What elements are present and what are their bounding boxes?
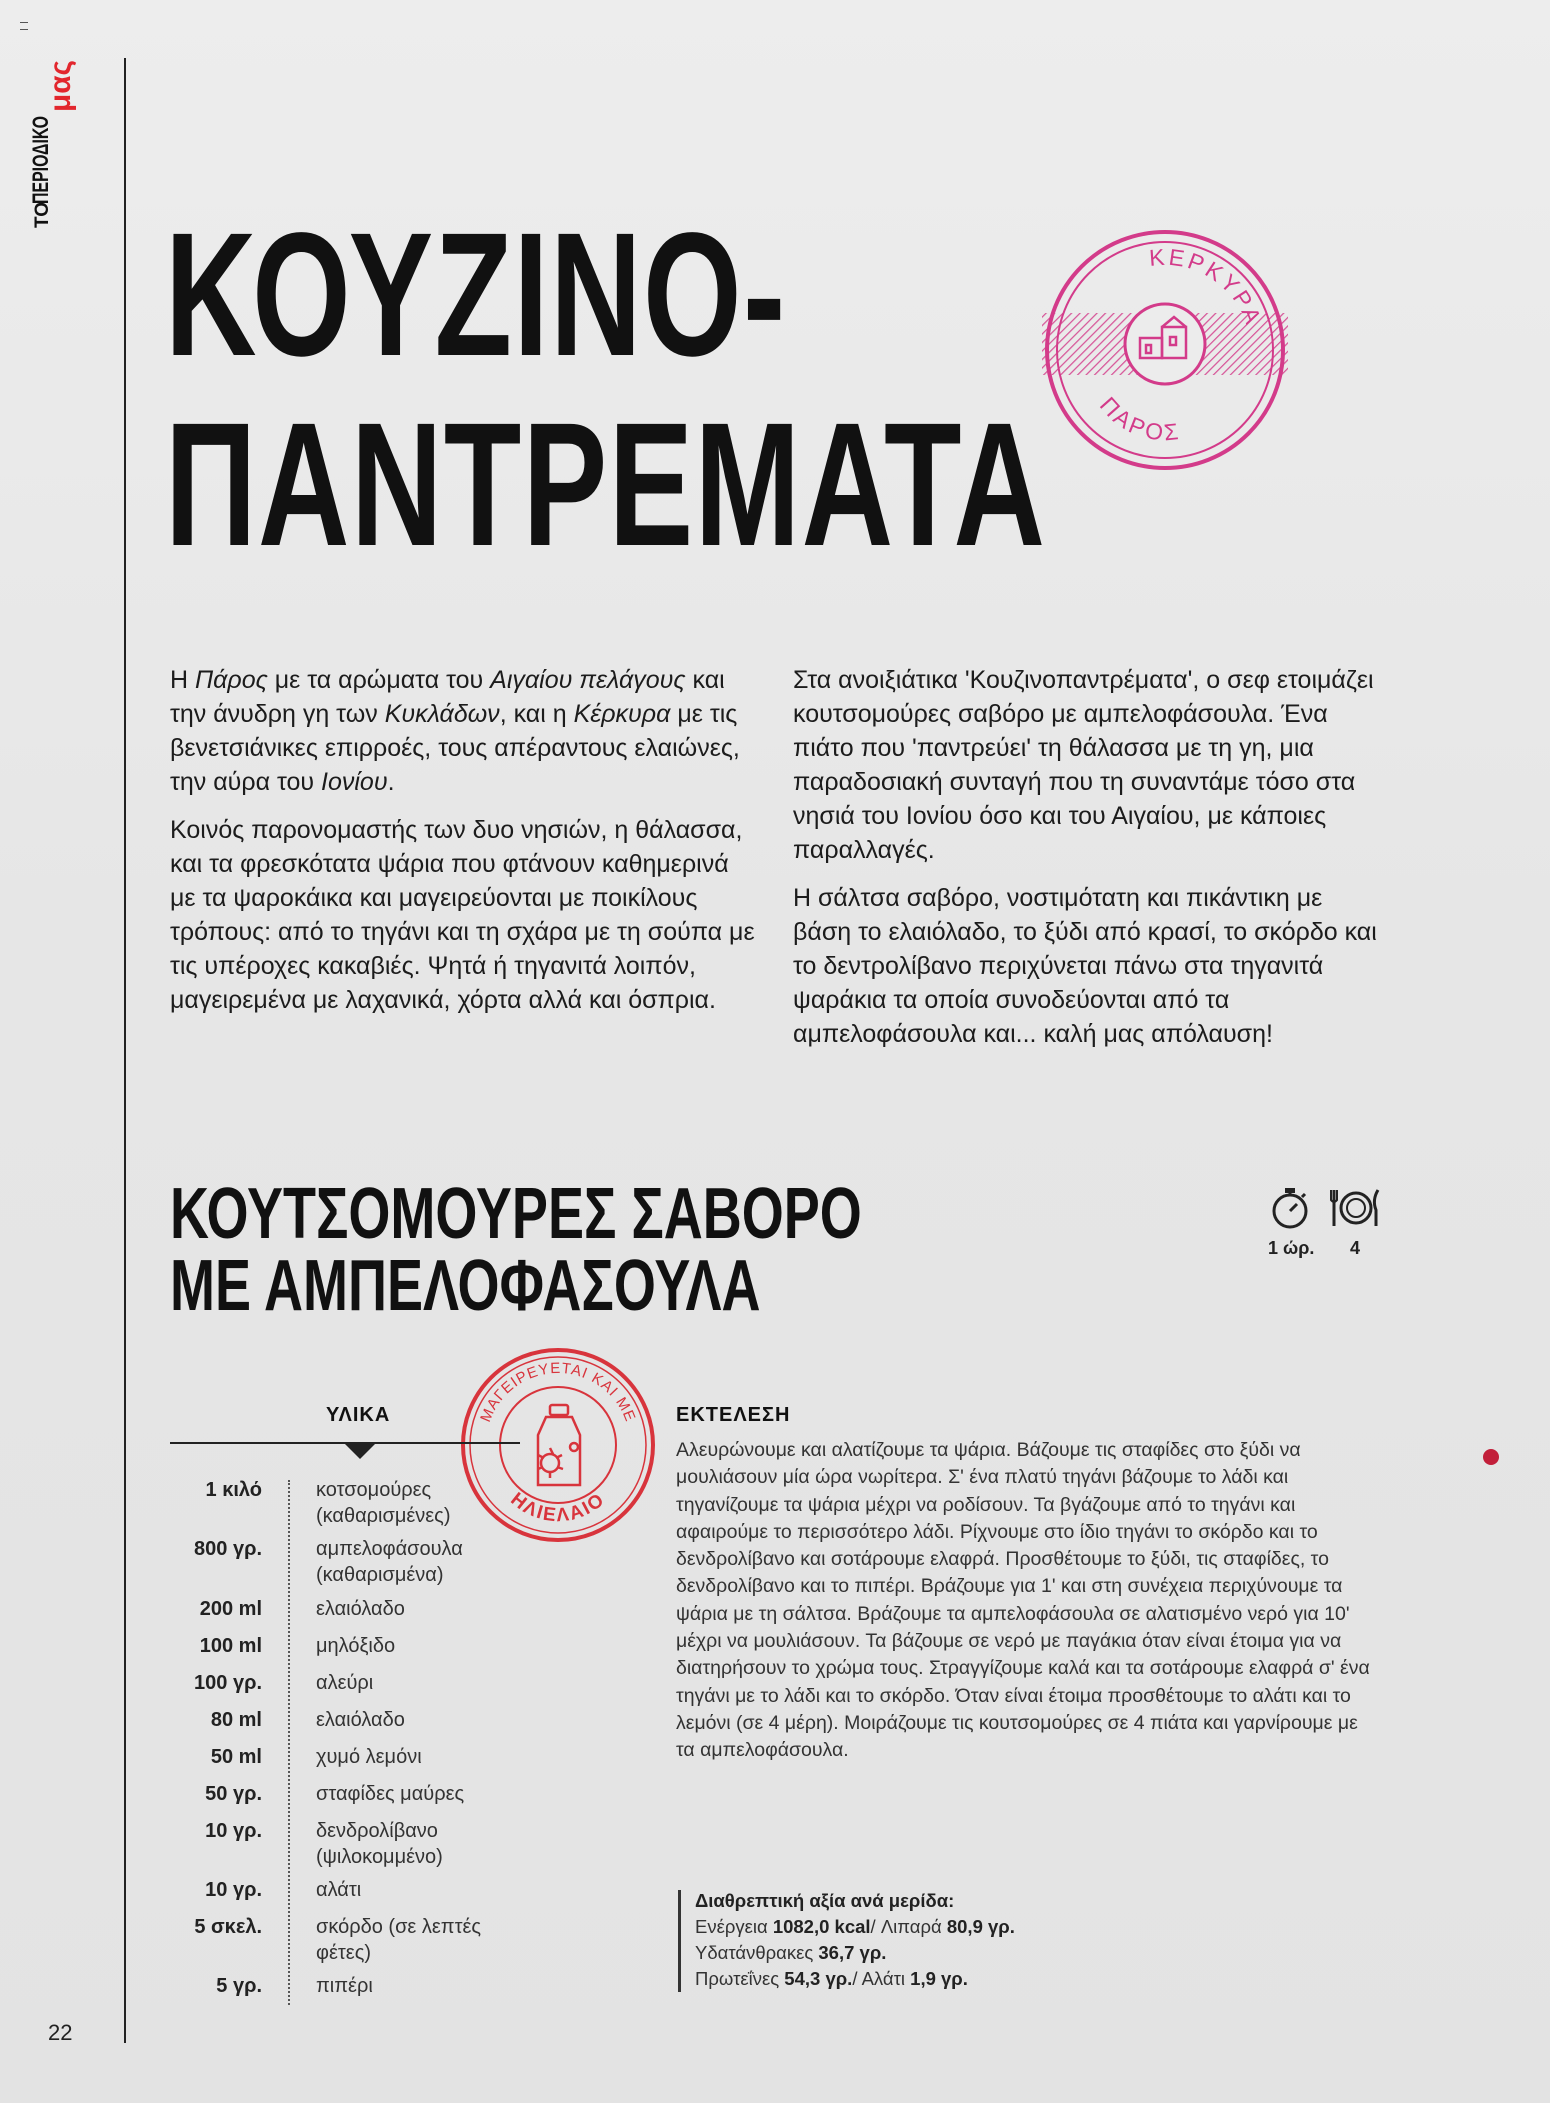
fat-value: 80,9 γρ.: [946, 1916, 1015, 1937]
recipe-title: [170, 1174, 862, 1326]
intro-italic-run: Πάρος: [195, 666, 268, 694]
fat-label: / Λιπαρά: [870, 1916, 942, 1937]
intro-text-run: με τις βενετσιάνικες επιρροές, τους απέραντους ελαιώνες, την αύρα του: [170, 700, 740, 796]
stamp-center: [1125, 304, 1205, 384]
intro-italic-run: Αιγαίου πελάγους: [490, 666, 686, 694]
ingredient-name: αμπελοφάσουλα (καθαρισμένα): [316, 1538, 463, 1586]
ingredient-quantity: 100 γρ.: [194, 1672, 262, 1694]
ingredient-name: ελαιόλαδο: [316, 1709, 405, 1731]
ingredient-quantity: 800 γρ.: [194, 1538, 262, 1560]
page-title-line-1: ΚΟΥΖΙΝΟ-: [165, 197, 787, 393]
nutrition-line-1: [695, 1914, 1095, 1940]
plate-cutlery-icon: [1330, 1188, 1382, 1228]
ingredients-dotted-line: [288, 1480, 290, 2005]
ingredient-quantity: 5 σκελ.: [194, 1916, 262, 1938]
protein-value: 54,3 γρ.: [784, 1968, 853, 1989]
island-stamp: [1040, 225, 1290, 475]
protein-label: Πρωτεΐνες: [695, 1968, 780, 1989]
stamp-bottom-text: ΠΑΡΟΣ: [1094, 391, 1183, 446]
recipe-title-line-1: ΚΟΥΤΣΟΜΟΥΡΕΣ ΣΑΒΟΡΟ: [170, 1174, 862, 1254]
decorative-red-dot: [1483, 1449, 1499, 1465]
intro-left-column: [170, 663, 758, 1031]
stopwatch-icon: [1270, 1186, 1310, 1230]
recipe-meta: [1262, 1186, 1392, 1266]
intro-text-run: και την άνυδρη γη των: [170, 666, 725, 728]
energy-value: 1082,0 kcal: [772, 1916, 871, 1937]
oil-stamp-top-text: ΜΑΓΕΙΡΕΥΕΤΑΙ ΚΑΙ ΜΕ: [477, 1359, 639, 1425]
intro-text-run: με τα αρώματα του: [267, 666, 491, 694]
recipe-title-line-2: ΜΕ ΑΜΠΕΛΟΦΑΣΟΥΛΑ: [170, 1246, 761, 1326]
intro-text-run: .: [387, 768, 395, 796]
ingredient-quantity: 10 γρ.: [205, 1820, 262, 1842]
intro-right-column: [793, 663, 1380, 1065]
ingredient-quantity: 80 ml: [210, 1709, 262, 1731]
nutrition-title: Διαθρεπτική αξία ανά μερίδα:: [695, 1890, 955, 1911]
intro-paragraph-4: Η σάλτσα σαβόρο, νοστιμότατη και πικάντικη με βάση το ελαιόλαδο, το ξύδι από κρασί, το σκόρδο και το δεντρολίβανο περιχύνεται πάνω στα τηγανιτά ψαράκια τα οποία συνοδεύονται από τα αμπελοφάσουλα και... καλή μας απόλαυση!: [793, 884, 1377, 1048]
ingredient-name: χυμό λεμόνι: [316, 1746, 422, 1768]
ingredient-quantity: 1 κιλό: [205, 1479, 262, 1501]
execution-heading: ΕΚΤΕΛΕΣΗ: [676, 1404, 791, 1426]
nutrition-line-2: [695, 1940, 1095, 1966]
menu-mark: [20, 22, 28, 30]
ingredient-name: αλεύρι: [316, 1672, 374, 1694]
oil-stamp-bottom-text: ΗΛΙΕΛΑΙΟ: [506, 1488, 610, 1527]
brand-prefix: ΤΟ: [32, 201, 53, 228]
ingredient-quantity: 10 γρ.: [205, 1879, 262, 1901]
brand-logo-word: μας: [44, 59, 77, 112]
ingredient-name: δενδρολίβανο (ψιλοκομμένο): [316, 1820, 443, 1868]
magazine-logo: [28, 58, 77, 228]
ingredient-name: σταφίδες μαύρες: [316, 1783, 465, 1805]
execution-text: Αλευρώνουμε και αλατίζουμε τα ψάρια. Βάζουμε τις σταφίδες στο ξύδι να μουλιάσουν μία ώρα νωρίτερα. Σ' ένα πλατύ τηγάνι βάζουμε το λάδι και τηγανίζουμε τα ψάρια μέχρι να ροδίσουν. Τα βγάζουμε από το τηγάνι και αφαιρούμε το περισσότερο λάδι. Ρίχνουμε στο ίδιο τηγάνι το σκόρδο και το δενδρολίβανο και σοτάρουμε ελαφρά. Προσθέτουμε το ξύδι, τις σταφίδες, το δενδρολίβανο και το πιπέρι. Βράζουμε για 1' και στη συνέχεια περιχύνουμε τα ψάρια με τη σάλτσα. Βράζουμε τα αμπελοφάσουλα σε αλατισμένο νερό για 10' μέχρι να μουλιάσουν. Τα βάζουμε σε νερό με παγάκια όταν είναι έτοιμα για να διατηρήσουν το χρώμα τους. Στραγγίζουμε καλά και τα σοτάρουμε ελαφρά σ' ένα τηγάνι με το λάδι και το σκόρδο. Όταν είναι έτοιμα προσθέτουμε το αλάτι και το λεμόνι (σε 4 μέρη). Μοιράζουμε τις κουτσομούρες σε 4 πιάτα και γαρνίρουμε με τα αμπελοφάσουλα.: [676, 1439, 1370, 1762]
nutrition-bar: [678, 1890, 681, 1992]
prep-time: 1 ώρ.: [1268, 1238, 1315, 1258]
salt-label: / Αλάτι: [852, 1968, 906, 1989]
ingredient-name: ελαιόλαδο: [316, 1598, 405, 1620]
ingredient-quantity: 50 γρ.: [205, 1783, 262, 1805]
left-rule: [124, 58, 126, 2043]
ingredient-quantity: 50 ml: [210, 1746, 262, 1768]
intro-paragraph-3: Στα ανοιξιάτικα 'Κουζινοπαντρέματα', ο σεφ ετοιμάζει κουτσομούρες σαβόρο με αμπελοφάσουλα. Ένα πιάτο που 'παντρεύει' τη θάλασσα με τη γη, μια παραδοσιακή συνταγή που τη συναντάμε τόσο στα νησιά του Ιονίου όσο και του Αιγαίου, με κάποιες παραλλαγές.: [793, 666, 1374, 864]
svg-text:ΠΑΡΟΣ: [1095, 392, 1183, 446]
ingredients-heading: ΥΛΙΚΑ: [326, 1404, 391, 1426]
intro-text-run: Η: [170, 666, 195, 694]
ingredient-name: μηλόξιδο: [316, 1635, 396, 1657]
intro-italic-run: Κυκλάδων: [384, 700, 500, 728]
ingredient-quantity: 100 ml: [199, 1635, 262, 1657]
page-number: 22: [48, 2020, 73, 2045]
intro-italic-run: Κέρκυρα: [573, 700, 671, 728]
oil-bottle-sunflower-icon: [538, 1405, 580, 1485]
ingredient-quantity: 5 γρ.: [216, 1975, 262, 1997]
energy-label: Ενέργεια: [695, 1916, 768, 1937]
salt-value: 1,9 γρ.: [910, 1968, 968, 1989]
intro-italic-run: Ιονίου: [321, 768, 388, 796]
page-title: [165, 197, 1047, 583]
ingredient-name: πιπέρι: [316, 1975, 373, 1997]
nutrition-box: [695, 1888, 1095, 1992]
nutrition-line-3: [695, 1966, 1095, 1992]
ingredient-quantity: 200 ml: [199, 1598, 262, 1620]
carbs-label: Υδατάνθρακες: [695, 1942, 814, 1963]
brand-name: ΠΕΡΙΟΔΙΚΟ: [28, 82, 53, 204]
ingredients-arrow: [344, 1443, 376, 1459]
page-title-line-2: ΠΑΝΤΡΕΜΑΤΑ: [165, 387, 1047, 583]
stamp-top-text: ΚΕΡΚΥΡΑ: [1148, 243, 1268, 330]
intro-paragraph-1: [170, 663, 758, 799]
intro-paragraph-2: Κοινός παρονομαστής των δυο νησιών, η θάλασσα, και τα φρεσκότατα ψάρια που φτάνουν καθημερινά με τα ψαροκάικα και μαγειρεύονται με ποικίλους τρόπους: από το τηγάνι και τη σχάρα με τη σούπα με τις υπέροχες κακαβιές. Ψητά ή τηγανιτά λοιπόν, μαγειρεμένα με λαχανικά, χόρτα αλλά και όσπρια.: [170, 816, 755, 1014]
ingredient-name: αλάτι: [316, 1879, 362, 1901]
ingredient-name: σκόρδο (σε λεπτές φέτες): [316, 1916, 482, 1964]
intro-text-run: , και η: [499, 700, 574, 728]
servings-count: 4: [1350, 1238, 1361, 1258]
carbs-value: 36,7 γρ.: [818, 1942, 887, 1963]
ingredient-name: κοτσομούρες (καθαρισμένες): [316, 1479, 451, 1527]
